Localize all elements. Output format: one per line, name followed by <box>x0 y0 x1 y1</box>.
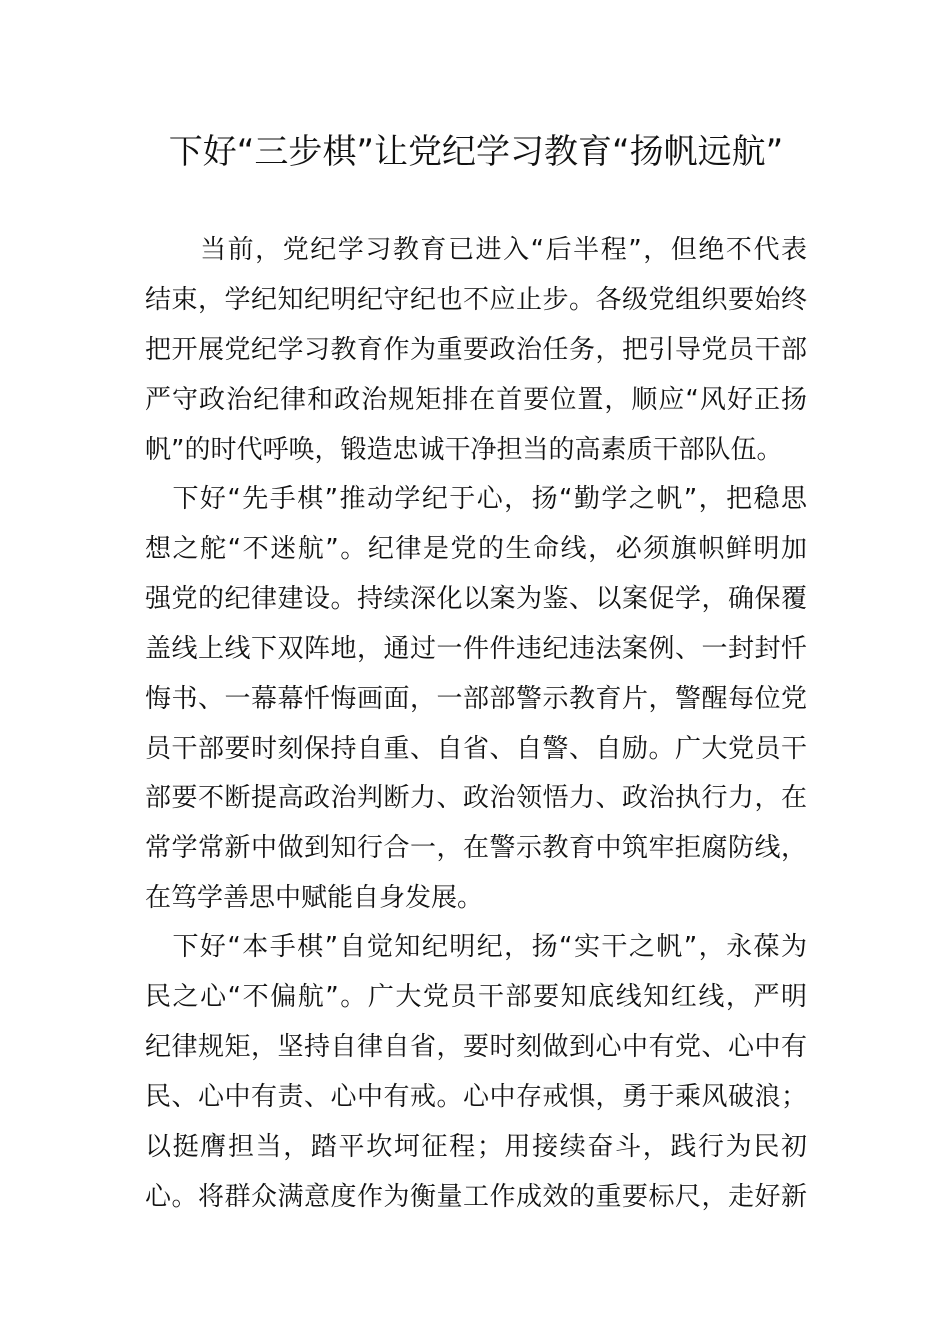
body-line-12: 部要不断提高政治判断力、政治领悟力、政治执行力，在 <box>145 783 807 813</box>
body-line-3: 把开展党纪学习教育作为重要政治任务，把引导党员干部 <box>145 335 807 365</box>
body-line-17: 纪律规矩，坚持自律自省，要时刻做到心中有党、心中有 <box>145 1032 807 1062</box>
body-line-20: 心。将群众满意度作为衡量工作成效的重要标尺，走好新 <box>145 1182 807 1212</box>
body-line-9: 盖线上线下双阵地，通过一件件违纪违法案例、一封封忏 <box>145 634 807 664</box>
body-line-5: 帆”的时代呼唤，锻造忠诚干净担当的高素质干部队伍。 <box>145 435 783 465</box>
body-line-19: 以挺膺担当，踏平坎坷征程；用接续奋斗，践行为民初 <box>145 1132 807 1162</box>
document-title: 下好“三步棋”让党纪学习教育“扬帆远航” <box>168 132 784 172</box>
body-line-6: 下好“先手棋”推动学纪于心，扬“勤学之帆”，把稳思 <box>145 484 807 514</box>
body-line-18: 民、心中有责、心中有戒。心中存戒惧，勇于乘风破浪； <box>145 1082 807 1112</box>
body-line-16: 民之心“不偏航”。广大党员干部要知底线知红线，严明 <box>145 982 807 1012</box>
body-line-13: 常学常新中做到知行合一，在警示教育中筑牢拒腐防线， <box>145 833 807 863</box>
body-line-14: 在笃学善思中赋能自身发展。 <box>145 883 484 913</box>
body-line-15: 下好“本手棋”自觉知纪明纪，扬“实干之帆”，永葆为 <box>145 932 807 962</box>
body-line-2: 结束，学纪知纪明纪守纪也不应止步。各级党组织要始终 <box>145 285 807 315</box>
body-line-11: 员干部要时刻保持自重、自省、自警、自励。广大党员干 <box>145 734 807 764</box>
body-line-8: 强党的纪律建设。持续深化以案为鉴、以案促学，确保覆 <box>145 584 807 614</box>
body-line-1: 当前，党纪学习教育已进入“后半程”，但绝不代表 <box>145 235 807 265</box>
body-line-10: 悔书、一幕幕忏悔画面，一部部警示教育片，警醒每位党 <box>145 684 807 714</box>
body-line-4: 严守政治纪律和政治规矩排在首要位置，顺应“风好正扬 <box>145 385 807 415</box>
body-line-7: 想之舵“不迷航”。纪律是党的生命线，必须旗帜鲜明加 <box>145 534 807 564</box>
